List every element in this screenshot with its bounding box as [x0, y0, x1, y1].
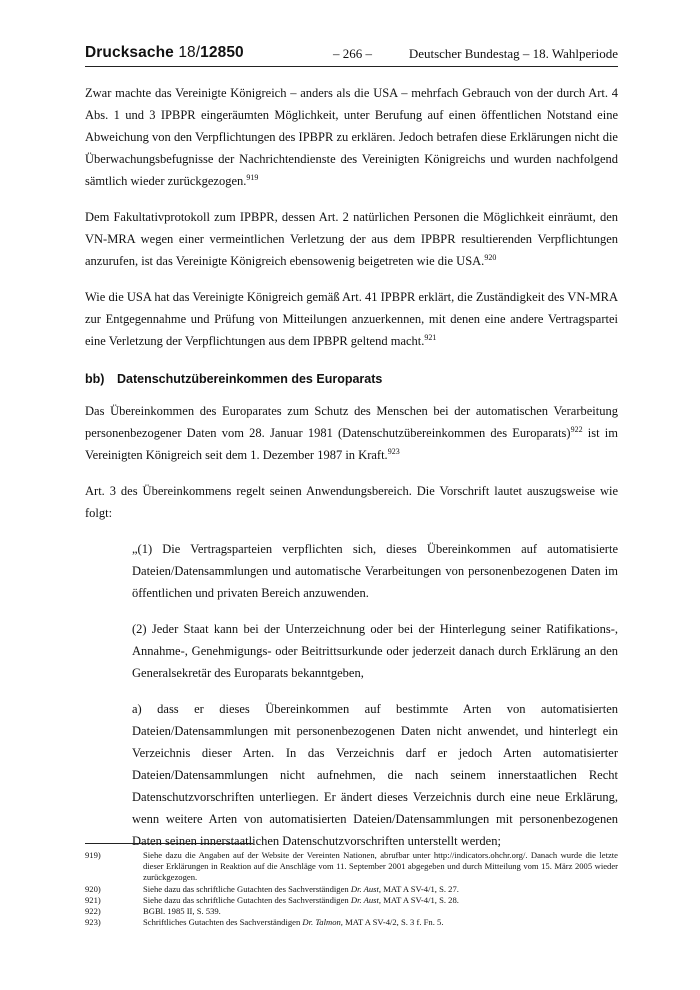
- footnotes: [85, 850, 618, 928]
- footnote: 920) Siehe dazu das schriftliche Gutachten des Sachverständigen Dr. Aust, MAT A SV-4/1, S. 27.: [85, 883, 459, 894]
- footnote: 921) Siehe dazu das schriftliche Gutachten des Sachverständigen Dr. Aust, MAT A SV-4/1, S. 28.: [85, 894, 459, 905]
- footnote-ref: 920: [484, 252, 497, 262]
- footnote: 922) BGBl. 1985 II, S. 539.: [85, 906, 221, 917]
- quote-paragraph: „(1) Die Vertragsparteien verpflichten sich, dieses Übereinkommen auf automatisierte Dateien/Datensammlungen und automatische Verarbeitungen von personenbezogenen Daten im öffentlichen und privaten Bereich anzuwenden.: [132, 542, 618, 600]
- paragraph-convention: Das Übereinkommen des Europarates zum Schutz des Menschen bei der automatischen Verarbeitung personenbezogener Daten vom 28. Januar 1981 (Datenschutzübereinkommen des Europarats)$^{922}$ ist im Vereinigten Königreich seit dem 1. Dezember 1987 in Kraft.$^{923}$: [85, 404, 618, 462]
- running-title: Deutscher Bundestag – 18. Wahlperiode: [408, 46, 618, 61]
- footnote-number: 920): [85, 883, 101, 894]
- footnote-ref: 919: [246, 172, 259, 182]
- paragraph-art3-intro: Art. 3 des Übereinkommens regelt seinen Anwendungsbereich. Die Vorschrift lautet auszugsweise wie folgt:: [85, 484, 618, 520]
- paragraph-optional-protocol: Dem Fakultativprotokoll zum IPBPR, dessen Art. 2 natürlichen Personen die Möglichkeit einräumt, den VN-MRA wegen einer vermeintlichen Verletzung der aus dem IPBPR resultierenden Verpflichtungen anzurufen, ist das Vereinigte Königreich ebensowenig beigetreten wie die USA.$^{920}$: [85, 210, 618, 268]
- page-header: [85, 44, 618, 67]
- footnote-ref: 922: [570, 424, 583, 434]
- main-content: [85, 82, 618, 866]
- footnote-ref: 921: [424, 332, 437, 342]
- footnote-number: 919): [85, 850, 101, 860]
- footnote-number: 923): [85, 917, 101, 928]
- footnote-divider: [85, 843, 253, 844]
- section-number: bb): [85, 372, 105, 386]
- quote-paragraph: a) dass er dieses Übereinkommen auf bestimmte Arten von automatisierten Dateien/Datensammlungen mit personenbezogenen Daten nicht anwendet, und hinterlegt ein Verzeichnis dieser Arten. In das Verzeichnis darf er jedoch Arten automatisierter Dateien/Datensammlungen nicht aufnehmen, die nach seinem innerstaatlichen Recht Datenschutzvorschriften unterliegen. Er ändert dieses Verzeichnis durch eine neue Erklärung, wenn weitere Arten von automatisierten Dateien/Datensammlungen mit personenbezogenen Daten seinen innerstaatlichen Datenschutzvorschriften unterstellt werden;: [132, 702, 618, 848]
- footnote-number: 921): [85, 894, 101, 905]
- footnote: 919) Siehe dazu die Angaben auf der Website der Vereinten Nationen, abrufbar unter http://indicators.ohchr.org/. Danach wurde die letzte dieser Erklärungen in Reaktion auf die Anschläge vom 11. September 2001 abgegeben und durch Mitteilung vom 15. März 2005 wieder zurückgezogen.: [85, 850, 618, 883]
- document-number-prefix: 18/: [178, 44, 201, 61]
- footnote-ref: 923: [387, 446, 400, 456]
- paragraph-derogation: Zwar machte das Vereinigte Königreich – anders als die USA – mehrfach Gebrauch von der durch Art. 4 Abs. 1 und 3 IPBPR eingeräumten Möglichkeit, unter Berufung auf einen öffentlichen Notstand eine Abweichung von den Verpflichtungen des IPBPR zu erklären. Jedoch betrafen diese Erklärungen nicht die Überwachungsbefugnisse der Nachrichtendienste des Vereinigten Königreichs und wurden nachfolgend sämtlich wieder zurückgezogen.$^{919}$: [85, 86, 618, 188]
- document-label: Drucksache: [85, 44, 174, 61]
- document-number: [85, 44, 244, 62]
- footnote: 923) Schriftliches Gutachten des Sachverständigen Dr. Talmon, MAT A SV-4/2, S. 3 f. Fn. 5.: [85, 917, 444, 928]
- quote-paragraph: (2) Jeder Staat kann bei der Unterzeichnung oder bei der Hinterlegung seiner Ratifikations-, Annahme-, Genehmigungs- oder Beitrittsurkunde oder jederzeit danach durch Erklärung an den Generalsekretär des Europarats bekanntgeben,: [132, 622, 618, 680]
- paragraph-art41: Wie die USA hat das Vereinigte Königreich gemäß Art. 41 IPBPR erklärt, die Zuständigkeit des VN-MRA zur Entgegennahme und Prüfung von Mitteilungen anzuerkennen, mit denen eine andere Vertragspartei eine Verletzung der Verpflichtungen aus dem IPBPR geltend macht.$^{921}$: [85, 290, 618, 348]
- section-heading: [85, 372, 618, 386]
- document-number-main: 12850: [200, 44, 244, 61]
- block-quote: [132, 538, 618, 852]
- section-title: Datenschutzübereinkommen des Europarats: [117, 372, 383, 386]
- footnote-number: 922): [85, 906, 101, 917]
- page-number: – 266 –: [333, 46, 372, 61]
